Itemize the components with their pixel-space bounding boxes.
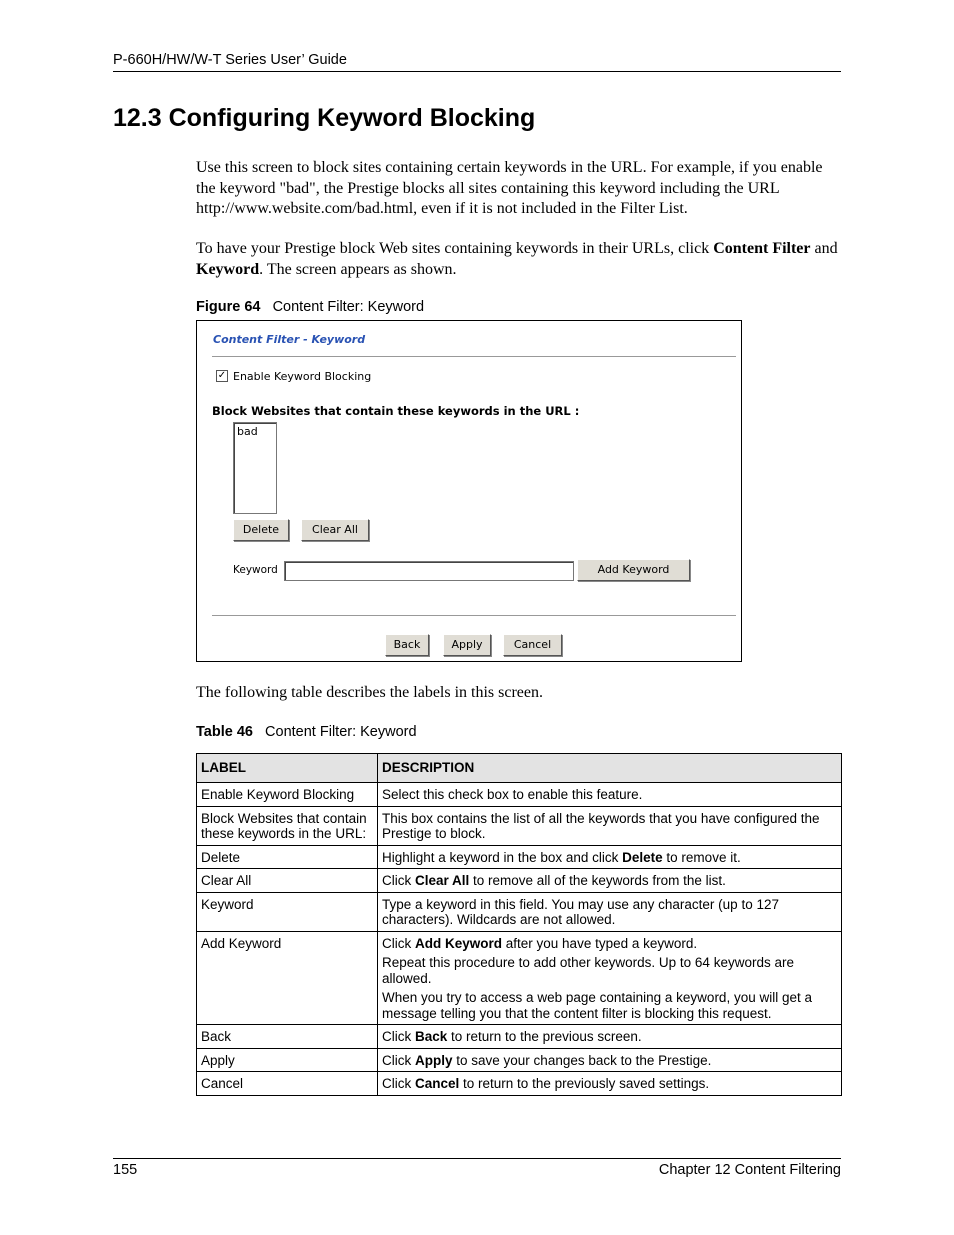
row-description	[378, 1025, 842, 1049]
description-paragraph: Type a keyword in this field. You may use any character (up to 127 characters). Wildcards are not allowed.	[382, 896, 779, 927]
screen-divider-bottom	[212, 615, 736, 617]
figure-caption: Figure 64 Content Filter: Keyword	[196, 299, 425, 315]
apply-button[interactable]: Apply	[443, 634, 491, 656]
description-table	[196, 753, 842, 1096]
keyword-input[interactable]	[284, 561, 574, 581]
check-mark-icon: ✓	[217, 370, 227, 381]
enable-keyword-label: Enable Keyword Blocking	[233, 370, 372, 383]
table-header-row	[197, 754, 842, 783]
section-title: 12.3 Configuring Keyword Blocking	[113, 104, 536, 132]
header-rule	[113, 71, 841, 72]
enable-keyword-checkbox[interactable]	[216, 370, 228, 382]
table-row	[197, 869, 842, 893]
add-keyword-button[interactable]: Add Keyword	[577, 559, 690, 581]
description-paragraph: When you try to access a web page containing a keyword, you will get a message telling you that the content filter is blocking this request.	[382, 990, 812, 1021]
table-row	[197, 783, 842, 807]
keyword-listbox[interactable]	[233, 422, 277, 514]
table-row	[197, 1025, 842, 1049]
table-row	[197, 806, 842, 845]
row-label: Keyword	[197, 892, 378, 931]
table-caption: Table 46 Content Filter: Keyword	[196, 724, 417, 740]
header-label: LABEL	[197, 754, 378, 783]
chapter-name: Chapter 12 Content Filtering	[658, 1162, 841, 1178]
row-description	[378, 892, 842, 931]
row-description	[378, 783, 842, 807]
keyword-label: Keyword	[233, 564, 278, 576]
row-label: Add Keyword	[197, 931, 378, 1025]
description-paragraph: Highlight a keyword in the box and click Delete to remove it.	[382, 849, 741, 865]
row-label: Cancel	[197, 1072, 378, 1096]
row-description	[378, 806, 842, 845]
row-label: Clear All	[197, 869, 378, 893]
description-paragraph: Click Clear All to remove all of the keywords from the list.	[382, 873, 726, 888]
table-row	[197, 1048, 842, 1072]
table-row	[197, 892, 842, 931]
row-description	[378, 1048, 842, 1072]
delete-button[interactable]: Delete	[233, 519, 289, 541]
row-description	[378, 1072, 842, 1096]
description-paragraph: Select this check box to enable this feature.	[382, 787, 643, 802]
description-paragraph: Click Add Keyword after you have typed a keyword.	[382, 935, 698, 951]
table-intro: The following table describes the labels in this screen.	[196, 684, 544, 701]
row-description	[378, 845, 842, 869]
back-button[interactable]: Back	[385, 634, 429, 656]
row-label: Back	[197, 1025, 378, 1049]
footer-rule	[113, 1158, 841, 1159]
instruction-paragraph: To have your Prestige block Web sites containing keywords in their URLs, click Content Filter and Keyword. The screen appears as shown.	[196, 240, 838, 278]
running-header: P-660H/HW/W-T Series User’ Guide	[113, 52, 347, 68]
row-label: Block Websites that contain these keywords in the URL:	[197, 806, 378, 845]
description-paragraph: Click Cancel to return to the previously saved settings.	[382, 1076, 710, 1091]
row-label: Delete	[197, 845, 378, 869]
row-description	[378, 931, 842, 1025]
screen-divider-top	[212, 356, 736, 358]
table-row	[197, 1072, 842, 1096]
description-paragraph: This box contains the list of all the keywords that you have configured the Prestige to block.	[382, 810, 820, 841]
cancel-button[interactable]: Cancel	[503, 634, 562, 656]
row-label: Enable Keyword Blocking	[197, 783, 378, 807]
screen-title: Content Filter - Keyword	[213, 333, 366, 346]
row-description	[378, 869, 842, 893]
row-label: Apply	[197, 1048, 378, 1072]
description-paragraph: Click Back to return to the previous screen.	[382, 1029, 642, 1044]
figure-screenshot	[196, 320, 742, 662]
intro-paragraph: Use this screen to block sites containing certain keywords in the URL. For example, if you enable the keyword "bad", the Prestige blocks all sites containing this keyword including the URL http://www.website.com/bad.html, even if it is not included in the Filter List.	[196, 159, 823, 217]
header-description: DESCRIPTION	[378, 754, 842, 783]
description-paragraph: Repeat this procedure to add other keywords. Up to 64 keywords are allowed.	[382, 955, 794, 986]
table-row	[197, 845, 842, 869]
keyword-list-item[interactable]: bad	[237, 425, 258, 438]
clear-all-button[interactable]: Clear All	[301, 519, 369, 541]
description-paragraph: Click Apply to save your changes back to the Prestige.	[382, 1052, 712, 1068]
page-number: 155	[113, 1162, 138, 1178]
table-row	[197, 931, 842, 1025]
block-websites-label: Block Websites that contain these keywords in the URL :	[212, 404, 580, 418]
